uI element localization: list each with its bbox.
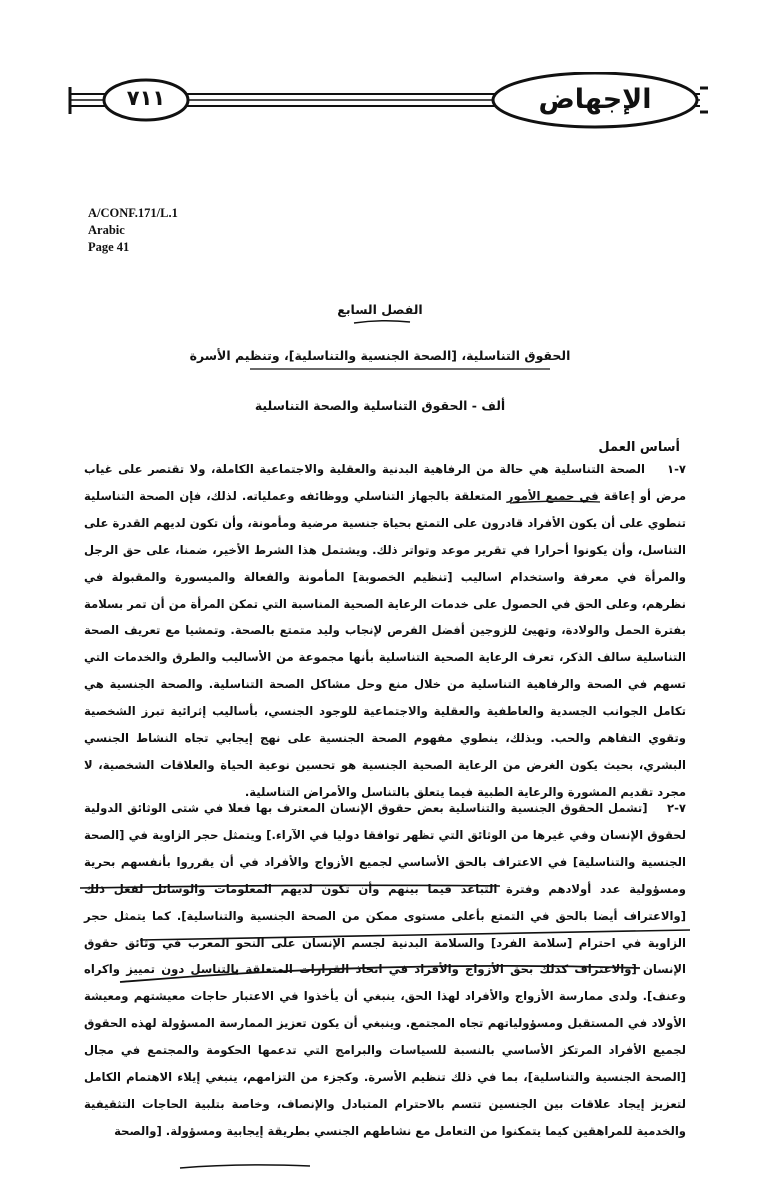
- running-title: الإجهاض: [538, 84, 652, 115]
- handwritten-markings: [80, 0, 700, 1195]
- paragraph-text: [تشمل الحقوق الجنسية والتناسلية بعض حقوق الإنسان المعترف بها فعلا في شتى الوثائق الدولية لحقوق الإنسان وفي غيرها من الوثائق التي تظهر توافقا دوليا في الآراء.] ويتمثل حجر الزاوية في [الصحة الجنسية والتناسلية] في الاعتراف بالحق الأساسي لجميع الأزواج والأفراد في أن يقرروا بأنفسهم بحرية ومسؤولية عدد أولادهم وفترة التباعد فيما بينهم وأن تكون لديهم المعلومات والوسائل لفعل ذلك [والاعتراف أيضا بالحق في التمتع بأعلى مستوى ممكن من الصحة الجنسية والتناسلية]. كما يتمثل حجر الزاوية في احترام [سلامة الفرد] والسلامة البدنية لجسم الإنسان على النحو المعرب في وثائق حقوق الإنسان [والاعتراف كذلك بحق الأزواج والأفراد في اتخاذ القرارات المتعلقة بالتناسل دون تمييز واكراه وعنف]. ولدى ممارسة الأزواج والأفراد لهذا الحق، ينبغي أن يأخذوا في الاعتبار حاجات معيشتهم ومعيشة الأولاد في المستقبل ومسؤولياتهم تجاه المجتمع. وينبغي أن يكون تعزيز الممارسة المسؤولة لهذه الحقوق لجميع الأفراد المرتكز الأساسي بالنسبة للسياسات والبرامج التي تدعمها الحكومة والمجتمع في مجال [الصحة الجنسية والتناسلية]، بما في ذلك تنظيم الأسرة. وكجزء من التزامهم، ينبغي إيلاء الاهتمام الكامل لتعزيز إيجاد علاقات بين الجنسين تتسم بالاحترام المتبادل والإنصاف، وخاصة بتلبية الحاجات التثقيفية والخدمية للمراهقين كيما يتمكنوا من التعامل مع نشاطهم الجنسي بطريقة إيجابية ومسؤولة. [والصحة: [84, 801, 686, 1138]
- document-symbol: A/CONF.171/L.1: [88, 206, 178, 220]
- chapter-title: الفصل السابع: [337, 302, 423, 317]
- basis-heading: أساس العمل: [598, 440, 680, 455]
- document-page: Page 41: [88, 240, 130, 254]
- document-language: Arabic: [88, 223, 125, 237]
- section-title: ألف - الحقوق التناسلية والصحة التناسلية: [254, 398, 506, 413]
- main-title: الحقوق التناسلية، [الصحة الجنسية والتناسلية]، وتنظيم الأسرة: [189, 348, 571, 363]
- page-number: ٧١١: [126, 86, 166, 110]
- paragraph-text: الصحة التناسلية هي حالة من الرفاهية البدنية والعقلية والاجتماعية الكاملة، ولا تقتصر على غياب مرض أو إعاقة في جميع الأمور المتعلقة بالجهاز التناسلي ووظائفه وعملياته. لذلك، فإن الصحة التناسلية تنطوي على أن يكون الأفراد قادرون على التمتع بحياة جنسية مرضية ومأمونة، وأن تكون لديهم القدرة على التناسل، وأن يكونوا أحرارا في تقرير موعد وتواتر ذلك. ويشتمل هذا الشرط الأخير، ضمنا، على حق الرجل والمرأة في معرفة واستخدام اساليب [تنظيم الخصوبة] المأمونة والفعالة والميسورة والمقبولة في نظرهم، وعلى الحق في الحصول على خدمات الرعاية الصحية المناسبة التي تمكن المرأة من أن تمر بسلامة بفترة الحمل والولادة، وتهيئ للزوجين أفضل الفرص لإنجاب وليد متمتع بالصحة. وتمشيا مع تعريف الصحة التناسلية سالف الذكر، تعرف الرعاية الصحية التناسلية بأنها مجموعة من الأساليب والطرق والخدمات التي تسهم في الصحة والرفاهية التناسلية من خلال منع وحل مشاكل الصحة التناسلية. والصحة الجنسية هي تكامل الجوانب الجسدية والعاطفية والعقلية والاجتماعية للوجود الجنسي، بأساليب إثرائية تبرز الشخصية وتقوي التفاهم والحب. وبذلك، ينطوي مفهوم الصحة الجنسية على نهج إيجابي تجاه النشاط الجنسي البشري، بحيث يكون الغرض من الرعاية الصحية الجنسية هو تحسين نوعية الحياة والعلاقات الشخصية، لا مجرد تقديم المشورة والرعاية الطبية فيما يتعلق بالتناسل والأمراض التناسلية.: [84, 462, 686, 799]
- paragraph-number: ٧-١: [667, 462, 686, 476]
- paragraph-number: ٧-٢: [667, 801, 686, 815]
